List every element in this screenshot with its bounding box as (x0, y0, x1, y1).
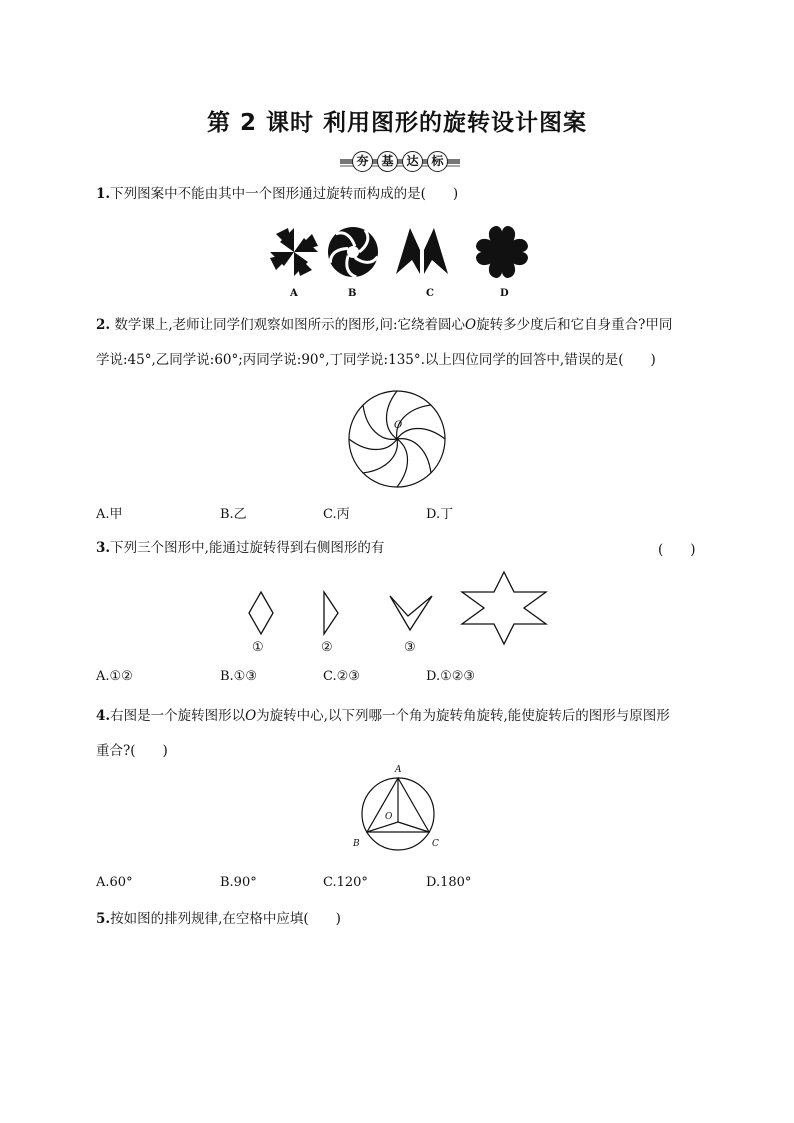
question-4-number: 4. (96, 708, 111, 724)
q1-figure-c (396, 228, 448, 274)
question-1-text: 下列图案中不能由其中一个图形通过旋转而构成的是( ) (110, 186, 459, 202)
question-1-number: 1. (96, 186, 111, 202)
q4-label-b: B (353, 839, 360, 849)
question-2-line-1: 2. 数学课上,老师让同学们观察如图所示的图形,问:它绕着圆心O旋转多少度后和它自身重合?甲同 (96, 317, 673, 333)
q1-figure-d (476, 226, 528, 278)
q3-figure-rhombus (249, 592, 273, 634)
q2-circle-figure (346, 388, 448, 490)
q3-figure-triangle (324, 592, 338, 634)
question-4-line-2: 重合?( ) (96, 743, 168, 759)
q2-option-d[interactable]: D.丁 (426, 507, 454, 522)
q1-label-a: A (290, 288, 298, 299)
q2-center-label: O (394, 420, 403, 431)
q3-option-c[interactable]: C.②③ (323, 669, 360, 684)
q4-option-c[interactable]: C.120° (323, 875, 368, 890)
point-o: O (465, 317, 477, 333)
q2-option-b[interactable]: B.乙 (220, 507, 247, 522)
question-2-line-2: 学说:45°,乙同学说:60°;丙同学说:90°,丁同学说:135°.以上四位同学的回答中,错误的是( ) (96, 352, 656, 368)
q4-label-o: O (385, 812, 393, 822)
q1-figure-a (270, 228, 318, 276)
point-o: O (245, 708, 257, 724)
question-2-number: 2. (96, 317, 111, 333)
question-3: 3.下列三个图形中,能通过旋转得到右侧图形的有 (96, 540, 385, 556)
q4-label-c: C (432, 839, 439, 849)
q1-label-d: D (500, 288, 509, 299)
banner-char-2: 基 (377, 151, 398, 172)
question-3-number: 3. (96, 540, 111, 556)
q1-figure-b (328, 227, 379, 279)
q3-label-2: ② (321, 640, 333, 655)
banner-char-1: 夯 (352, 151, 373, 172)
banner-char-3: 达 (402, 151, 423, 172)
q3-option-a[interactable]: A.①② (96, 669, 133, 684)
q1-label-c: C (426, 288, 434, 299)
section-banner (340, 149, 460, 173)
q4-option-a[interactable]: A.60° (96, 875, 133, 890)
q4-label-a: A (395, 765, 402, 775)
q2-option-c[interactable]: C.丙 (323, 507, 350, 522)
q4-circle-triangle-figure (346, 762, 450, 852)
question-5: 5.按如图的排列规律,在空格中应填( ) (96, 911, 341, 927)
q1-label-b: B (348, 288, 357, 299)
banner-char-4: 标 (427, 151, 448, 172)
q1-figures (262, 222, 538, 282)
page-title: 第 2 课时 利用图形的旋转设计图案 (206, 110, 588, 136)
q4-option-d[interactable]: D.180° (426, 875, 472, 890)
q3-label-3: ③ (404, 640, 416, 655)
q2-option-a[interactable]: A.甲 (96, 507, 123, 522)
q4-option-b[interactable]: B.90° (220, 875, 257, 890)
question-3-paren: ( ) (658, 542, 696, 558)
question-4-line-1: 4.右图是一个旋转图形以O为旋转中心,以下列哪一个角为旋转角旋转,能使旋转后的图形与原图形 (96, 708, 670, 724)
q3-figure-arrow (390, 596, 432, 630)
q3-label-1: ① (252, 640, 264, 655)
q3-option-d[interactable]: D.①②③ (426, 669, 476, 684)
q3-star-figure (458, 570, 550, 646)
q3-option-b[interactable]: B.①③ (220, 669, 257, 684)
question-5-number: 5. (96, 911, 111, 927)
question-1 (96, 184, 458, 204)
